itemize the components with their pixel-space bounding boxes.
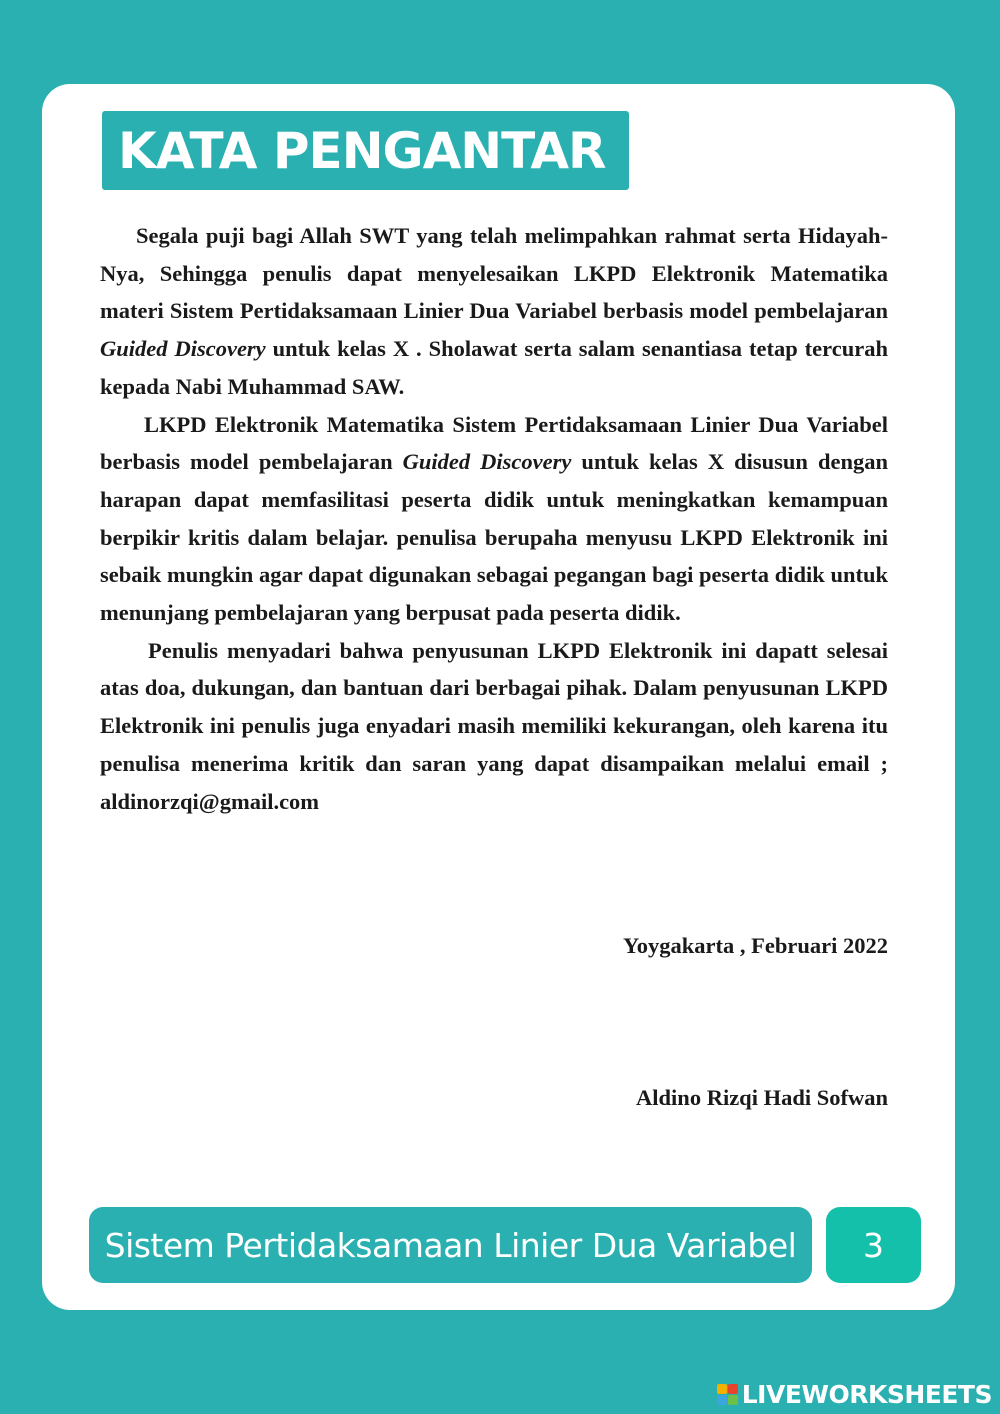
paragraph-1: Segala puji bagi Allah SWT yang telah melimpahkan rahmat serta Hidayah-Nya, Sehingga penulis dapat menyelesaikan LKPD Elektronik Matematika materi Sistem Pertidaksamaan Linier Dua Variabel berbasis model pembelajaran Guided Discovery untuk kelas X . Sholawat serta salam senantiasa tetap tercurah kepada Nabi Muhammad SAW. — [100, 223, 888, 399]
page-number-box — [826, 1207, 921, 1283]
author-name: Aldino Rizqi Hadi Sofwan — [636, 1085, 888, 1110]
page-number: 3 — [863, 1225, 884, 1265]
preface-body — [100, 217, 888, 820]
footer-topic: Sistem Pertidaksamaan Linier Dua Variabel — [104, 1225, 797, 1265]
paragraph-2: LKPD Elektronik Matematika Sistem Pertidaksamaan Linier Dua Variabel berbasis model pembelajaran Guided Discovery untuk kelas X disusun dengan harapan dapat memfasilitasi peserta didik untuk meningkatkan kemampuan berpikir kritis dalam belajar. penulisa berupaha menyusu LKPD Elektronik ini sebaik mungkin agar dapat digunakan sebagai pegangan bagi peserta didik untuk menunjang pembelajaran yang berpusat pada peserta didik. — [100, 411, 888, 626]
page-title: KATA PENGANTAR — [118, 121, 606, 180]
footer-topic-bar — [89, 1207, 812, 1283]
paragraph-3: Penulis menyadari bahwa penyusunan LKPD Elektronik ini dapatt selesai atas doa, dukungan, dan bantuan dari berbagai pihak. Dalam penyusunan LKPD Elektronik ini penulis juga enyadari masih memiliki kekurangan, oleh karena itu penulisa menerima kritik dan saran yang dapat disampaikan melalui email ; aldinorzqi@gmail.com — [100, 637, 888, 814]
liveworksheets-logo[interactable] — [717, 1380, 992, 1408]
liveworksheets-wordmark: LIVEWORKSHEETS — [741, 1379, 992, 1409]
heading-banner — [102, 111, 629, 190]
place-date: Yoygakarta , Februari 2022 — [623, 933, 888, 958]
liveworksheets-icon — [717, 1384, 738, 1405]
